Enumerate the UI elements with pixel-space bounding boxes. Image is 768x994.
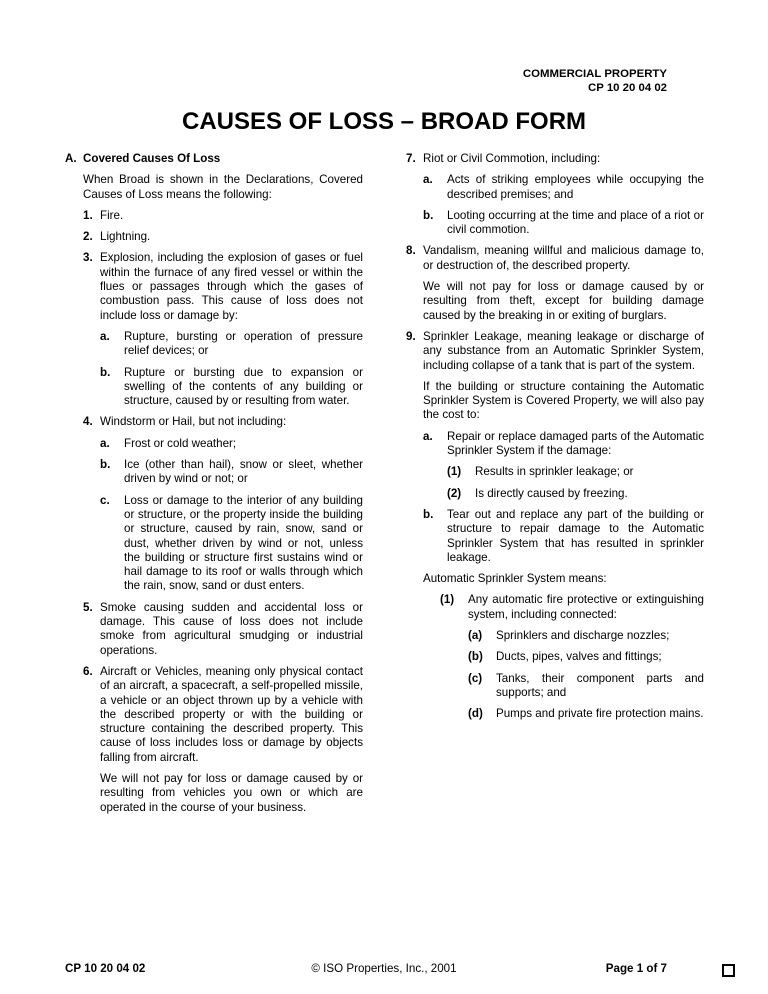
def-item-1a-text: Sprinklers and discharge nozzles;: [496, 629, 670, 643]
item-2: [65, 230, 363, 244]
item-7b-num: b.: [423, 208, 434, 222]
item-8-num: 8.: [406, 244, 416, 258]
item-5-text: Smoke causing sudden and accidental loss or damage. This cause of loss does not include smoke from agricultural smudging or industrial operations.: [100, 600, 363, 657]
item-7a-text: Acts of striking employees while occupying the described premises; and: [447, 173, 704, 201]
section-a-title: Covered Causes Of Loss: [83, 152, 221, 165]
item-1: [65, 209, 363, 223]
item-7b: [406, 209, 704, 238]
item-9a-num: a.: [423, 429, 433, 443]
def-item-1b-text: Ducts, pipes, valves and fittings;: [496, 650, 662, 664]
item-4c-num: c.: [100, 493, 110, 507]
item-3: [65, 251, 363, 322]
item-6: [65, 665, 363, 765]
footer-page-number: Page 1 of 7: [605, 962, 667, 975]
item-4b-text: Ice (other than hail), snow or sleet, whether driven by wind or not; or: [124, 458, 363, 486]
item-4a: [65, 437, 363, 451]
item-9a: [406, 430, 704, 459]
page-title: CAUSES OF LOSS – BROAD FORM: [181, 108, 587, 135]
item-3-num: 3.: [83, 251, 93, 265]
item-7b-text: Looting occurring at the time and place of a riot or civil commotion.: [447, 208, 704, 237]
item-9a-2-num: (2): [447, 486, 462, 500]
item-2-text: Lightning.: [100, 230, 151, 244]
footer-form-number: CP 10 20 04 02: [65, 962, 146, 975]
def-item-1: [406, 593, 704, 622]
item-4-num: 4.: [83, 415, 93, 429]
item-6-text: Aircraft or Vehicles, meaning only physical contact of an aircraft, a spacecraft, a self-propelled missile, a vehicle or an object thrown up by a vehicle with the described property or with the building or structure containing the described property. This cause of loss includes loss or damage by objects falling from aircraft.: [100, 664, 363, 764]
def-item-1d-text: Pumps and private fire protection mains.: [496, 707, 704, 721]
def-item-1c-num: (c): [468, 671, 483, 685]
item-6-num: 6.: [83, 664, 93, 678]
item-4a-text: Frost or cold weather;: [124, 436, 237, 450]
item-4a-num: a.: [100, 436, 110, 450]
item-3b-text: Rupture or bursting due to expansion or swelling of the contents of any building or structure, caused by or resulting from water.: [124, 365, 363, 408]
item-7: [406, 152, 704, 166]
header-line-1: COMMERCIAL PROPERTY: [522, 68, 667, 80]
item-9a-2: [406, 487, 704, 501]
section-a-intro: When Broad is shown in the Declarations, Covered Causes of Loss means the following:: [83, 173, 363, 201]
item-2-num: 2.: [83, 230, 93, 244]
item-9a-1-text: Results in sprinkler leakage; or: [475, 465, 634, 479]
item-7a-num: a.: [423, 173, 433, 187]
item-9-text: Sprinkler Leakage, meaning leakage or discharge of any substance from an Automatic Sprinkler System, including collapse of a tank that is part of the system.: [423, 329, 704, 372]
item-9a-text: Repair or replace damaged parts of the Automatic Sprinkler System if the damage:: [447, 429, 704, 458]
footer-copyright: © ISO Properties, Inc., 2001: [311, 962, 457, 975]
item-6-note: We will not pay for loss or damage caused by or resulting from vehicles you own or which are operated in the course of your business.: [100, 771, 363, 814]
def-item-1d: [406, 707, 704, 721]
def-item-1a-num: (a): [468, 629, 483, 643]
item-4-text: Windstorm or Hail, but not including:: [100, 415, 287, 429]
def-item-1c-text: Tanks, their component parts and supports; and: [496, 671, 704, 699]
item-3b-num: b.: [100, 365, 111, 379]
item-9: [406, 330, 704, 373]
sprinkler-definition-intro: Automatic Sprinkler System means:: [423, 572, 607, 586]
item-8-note: We will not pay for loss or damage caused by or resulting from theft, except for building damage caused by the breaking in or exiting of burglars.: [423, 280, 704, 322]
def-item-1d-num: (d): [468, 707, 483, 721]
item-3a-text: Rupture, bursting or operation of pressure relief devices; or: [124, 329, 363, 358]
item-5-num: 5.: [83, 600, 93, 614]
item-4b: [65, 458, 363, 487]
item-8: [406, 244, 704, 273]
section-a-label: A.: [65, 152, 77, 165]
item-1-num: 1.: [83, 208, 93, 222]
item-9a-1: [406, 465, 704, 479]
item-1-text: Fire.: [100, 208, 124, 222]
item-7-text: Riot or Civil Commotion, including:: [423, 152, 601, 165]
item-5: [65, 601, 363, 658]
right-column: [406, 152, 704, 729]
item-9b-text: Tear out and replace any part of the building or structure to repair damage to the Automatic Sprinkler System that has resulted in sprinkler leakage.: [447, 507, 704, 564]
item-4c-text: Loss or damage to the interior of any building or structure, or the property inside the building or structure, caused by rain, snow, sand or dust, whether driven by wind or not, unless the building or structure first sustains wind or hail damage to its roof or walls through which the rain, snow, sand or dust enters.: [124, 493, 363, 593]
item-3a-num: a.: [100, 329, 110, 343]
def-item-1b-num: (b): [468, 650, 483, 664]
def-item-1b: [406, 650, 704, 664]
item-9b-num: b.: [423, 507, 434, 521]
item-8-text: Vandalism, meaning willful and malicious damage to, or destruction of, the described property.: [423, 244, 704, 272]
item-9a-2-text: Is directly caused by freezing.: [475, 486, 628, 500]
item-4b-num: b.: [100, 458, 111, 472]
item-3a: [65, 330, 363, 359]
item-3b: [65, 366, 363, 409]
header-form-number: CP 10 20 04 02: [588, 81, 667, 94]
item-4c: [65, 494, 363, 594]
def-item-1a: [406, 629, 704, 643]
def-item-1c: [406, 672, 704, 701]
item-9-note: If the building or structure containing the Automatic Sprinkler System is Covered Property, we will also pay the cost to:: [423, 379, 704, 422]
form-header: [523, 68, 667, 95]
item-9-num: 9.: [406, 329, 416, 343]
def-item-1-num: (1): [440, 593, 455, 607]
page-marker-square-icon: [722, 964, 735, 977]
item-9a-1-num: (1): [447, 465, 462, 479]
item-3-text: Explosion, including the explosion of gases or fuel within the furnace of any fired vessel or within the flues or passages through which the gases of combustion pass. This cause of loss does not include loss or damage by:: [100, 251, 363, 322]
item-4: [65, 415, 363, 429]
section-a-heading: [65, 152, 363, 166]
def-item-1-text: Any automatic fire protective or extinguishing system, including connected:: [468, 593, 704, 621]
item-9b: [406, 508, 704, 565]
item-7a: [406, 173, 704, 202]
left-column: [65, 152, 363, 822]
item-7-num: 7.: [406, 152, 416, 165]
